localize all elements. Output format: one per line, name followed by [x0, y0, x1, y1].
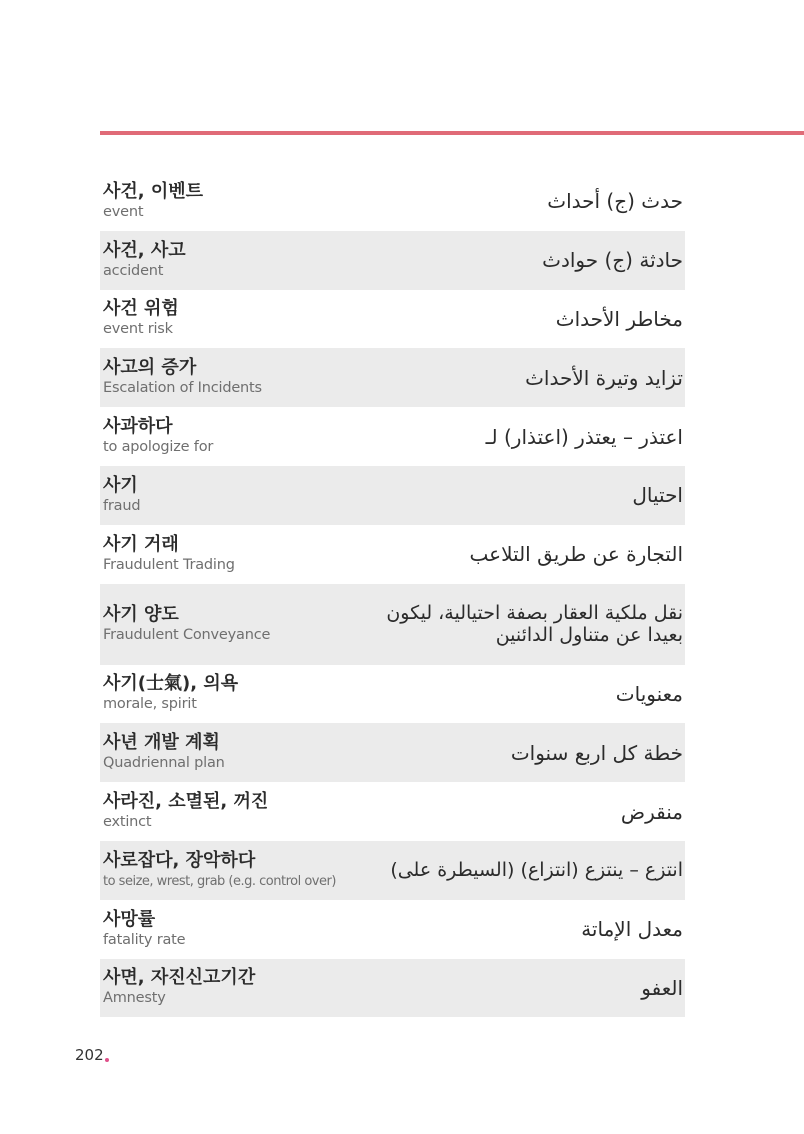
korean-term: 사로잡다, 장악하다	[103, 849, 256, 871]
glossary-entry	[100, 959, 685, 1018]
arabic-term: معدل الإماتة	[581, 917, 683, 942]
page-number-dot	[105, 1058, 109, 1062]
korean-term: 사년 개발 계획	[103, 732, 220, 754]
korean-term: 사기(士氣), 의욕	[103, 673, 239, 695]
korean-term: 사망률	[103, 908, 156, 930]
entry-terms	[103, 673, 238, 714]
glossary-entry	[100, 525, 685, 584]
glossary-list	[100, 172, 685, 1017]
entry-terms	[103, 416, 213, 457]
glossary-entry	[100, 782, 685, 841]
entry-terms	[103, 732, 225, 773]
entry-terms	[103, 298, 179, 339]
glossary-entry	[100, 584, 685, 665]
korean-term: 사건, 이벤트	[103, 180, 204, 202]
entry-terms	[103, 791, 268, 832]
arabic-term: معنويات	[615, 681, 683, 706]
korean-term: 사건, 사고	[103, 239, 186, 261]
english-term: Amnesty	[103, 990, 166, 1007]
english-term: Quadriennal plan	[103, 755, 225, 772]
english-term: to apologize for	[103, 439, 214, 456]
english-term: accident	[103, 262, 164, 279]
entry-terms	[103, 534, 235, 575]
arabic-term: اعتذر – يعتذر (اعتذار) لـ	[485, 424, 683, 449]
english-term: extinct	[103, 814, 152, 831]
korean-term: 사건 위험	[103, 298, 179, 320]
korean-term: 사기 양도	[103, 603, 179, 625]
english-term: fraud	[103, 497, 141, 514]
glossary-entry	[100, 841, 685, 900]
arabic-term: حدث (ج) أحداث	[547, 189, 683, 214]
entry-terms	[103, 475, 140, 516]
english-term: to seize, wrest, grab (e.g. control over)	[103, 873, 336, 889]
english-term: fatality rate	[103, 931, 186, 948]
entry-terms	[103, 240, 186, 281]
arabic-term: حادثة (ج) حوادث	[542, 248, 683, 273]
entry-terms	[103, 357, 262, 398]
glossary-entry	[100, 348, 685, 407]
arabic-term: انتزع – ينتزع (انتزاع) (السيطرة على)	[390, 859, 683, 882]
page-number: 202	[75, 1046, 104, 1064]
arabic-term: خطة كل اربع سنوات	[510, 740, 683, 765]
top-accent-rule	[100, 131, 804, 135]
korean-term: 사과하다	[103, 416, 173, 438]
english-term: Fraudulent Conveyance	[103, 626, 271, 643]
english-term: event risk	[103, 321, 173, 338]
arabic-term: مخاطر الأحداث	[555, 306, 683, 331]
entry-terms	[103, 967, 255, 1008]
glossary-entry	[100, 407, 685, 466]
glossary-entry	[100, 466, 685, 525]
arabic-term: نقل ملكية العقار بصفة احتيالية، ليكون بعيدا عن متناول الدائنين	[386, 602, 683, 647]
korean-term: 사면, 자진신고기간	[103, 967, 256, 989]
korean-term: 사고의 증가	[103, 357, 197, 379]
glossary-entry	[100, 172, 685, 231]
korean-term: 사라진, 소멸된, 꺼진	[103, 791, 269, 813]
entry-terms	[103, 604, 270, 645]
arabic-term: العفو	[641, 975, 683, 1000]
entry-terms	[103, 181, 203, 222]
glossary-entry	[100, 723, 685, 782]
english-term: Escalation of Incidents	[103, 380, 262, 397]
korean-term: 사기 거래	[103, 533, 179, 555]
arabic-term: التجارة عن طريق التلاعب	[469, 542, 683, 567]
entry-terms	[103, 850, 336, 891]
entry-terms	[103, 909, 185, 950]
english-term: event	[103, 203, 144, 220]
glossary-entry	[100, 665, 685, 724]
english-term: Fraudulent Trading	[103, 556, 235, 573]
glossary-entry	[100, 900, 685, 959]
glossary-entry	[100, 290, 685, 349]
english-term: morale, spirit	[103, 696, 197, 713]
arabic-term: منقرض	[620, 799, 683, 824]
arabic-term: تزايد وتيرة الأحداث	[525, 365, 683, 390]
arabic-term: احتيال	[632, 483, 683, 508]
glossary-entry	[100, 231, 685, 290]
korean-term: 사기	[103, 474, 138, 496]
